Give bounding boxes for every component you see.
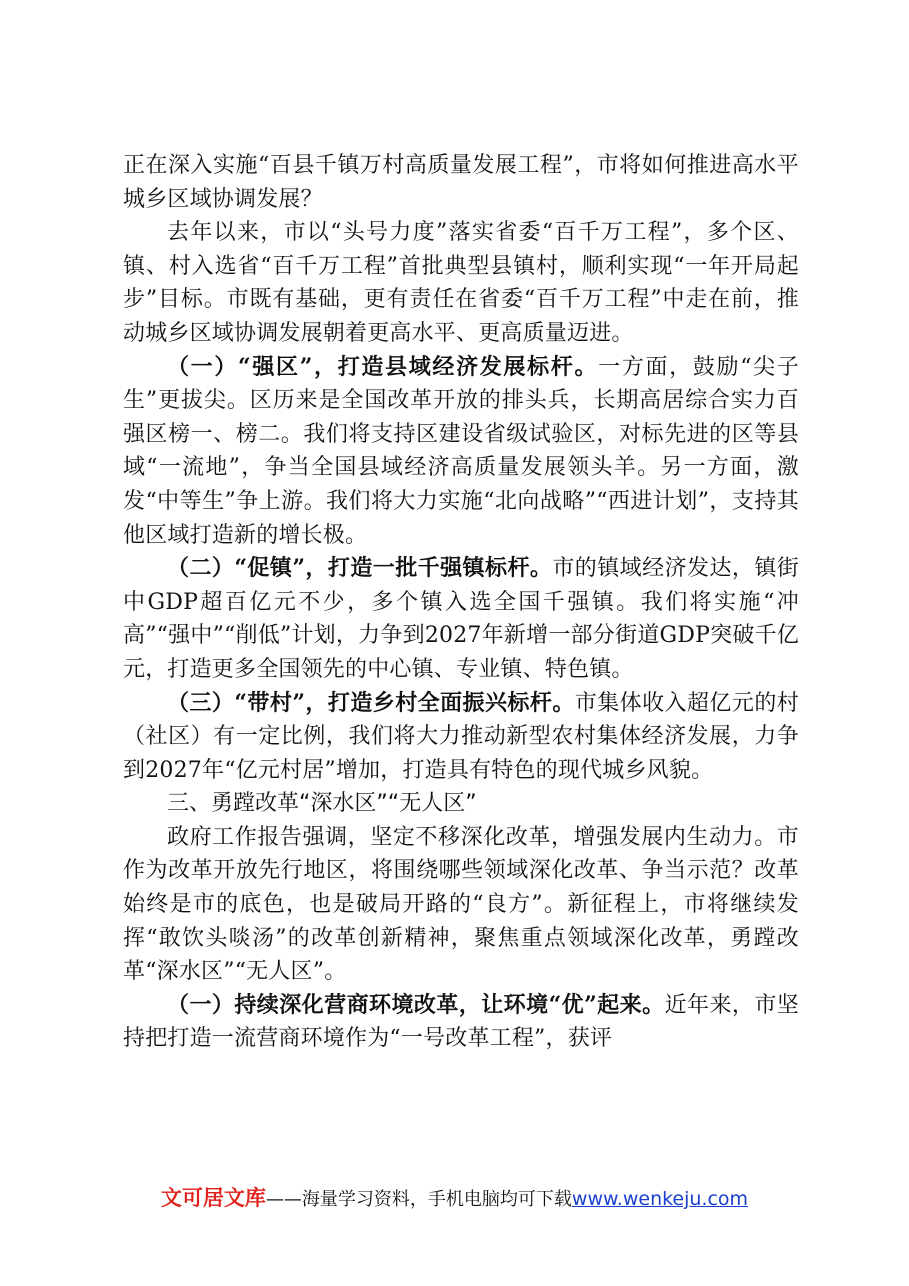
brand-name: 文可居文库 xyxy=(160,1186,266,1210)
paragraph-text: 政府工作报告强调，坚定不移深化改革，增强发展内生动力。市作为改革开放先行地区，将围绕哪些领域深化改革、争当示范？改革始终是市的底色，也是破局开路的“良方”。新征程上，市将继续发挥“敢饮头啖汤”的改革创新精神，聚焦重点领域深化改革，勇蹚改革“深水区”“无人区”。 xyxy=(123,824,799,985)
paragraph-text: 正在深入实施“百县千镇万村高质量发展工程”，市将如何推进高水平城乡区域协调发展？ xyxy=(123,153,799,212)
paragraph-lead: （三）“带村”，打造乡村全面振兴标杆。 xyxy=(167,689,575,716)
paragraph-text: 一方面，鼓励“尖子生”更拔尖。区历来是全国改革开放的排头兵，长期高居综合实力百强区榜一、榜二。我们将支持区建设省级试验区，对标先进的区等县域“一流地”，争当全国县域经济高质量发展领头羊。另一方面，激发“中等生”争上游。我们将大力实施“北向战略”“西进计划”，支持其他区域打造新的增长极。 xyxy=(123,354,799,548)
paragraph-text: 去年以来，市以“头号力度”落实省委“百千万工程”，多个区、镇、村入选省“百千万工程”首批典型县镇村，顺利实现“一年开局起步”目标。市既有基础，更有责任在省委“百千万工程”中走在前，推动城乡区域协调发展朝着更高水平、更高质量迈进。 xyxy=(123,220,799,346)
document-body xyxy=(123,149,799,1056)
paragraph xyxy=(123,687,799,788)
section-heading: 三、勇蹚改革“深水区”“无人区” xyxy=(167,791,477,817)
paragraph xyxy=(123,989,799,1056)
paragraph xyxy=(123,216,799,350)
footer-slogan: ——海量学习资料，手机电脑均可下载 xyxy=(265,1189,572,1210)
paragraph xyxy=(123,552,799,686)
paragraph xyxy=(123,351,799,553)
paragraph-text: 市的镇域经济发达，镇街中GDP超百亿元不少，多个镇入选全国千强镇。我们将实施“冲高”“强中”“削低”计划，力争到2027年新增一部分街道GDP突破千亿元，打造更多全国领先的中心镇、专业镇、特色镇。 xyxy=(123,556,800,682)
paragraph-lead: （一）“强区”，打造县域经济发展标杆。 xyxy=(167,353,599,380)
paragraph-lead: （一）持续深化营商环境改革，让环境“优”起来。 xyxy=(167,991,665,1018)
website-link[interactable]: www.wenkeju.com xyxy=(571,1188,749,1210)
paragraph-text: 市集体收入超亿元的村（社区）有一定比例，我们将大力推动新型农村集体经济发展，力争到2027年“亿元村居”增加，打造具有特色的现代城乡风貌。 xyxy=(123,690,799,783)
footer-banner xyxy=(0,1182,909,1212)
paragraph-lead: （二）“促镇”，打造一批千强镇标杆。 xyxy=(167,555,553,582)
paragraph-text: 近年来，市坚持把打造一流营商环境作为“一号改革工程”，获评 xyxy=(123,992,799,1052)
paragraph xyxy=(123,821,799,989)
paragraph-continuation xyxy=(123,149,799,216)
